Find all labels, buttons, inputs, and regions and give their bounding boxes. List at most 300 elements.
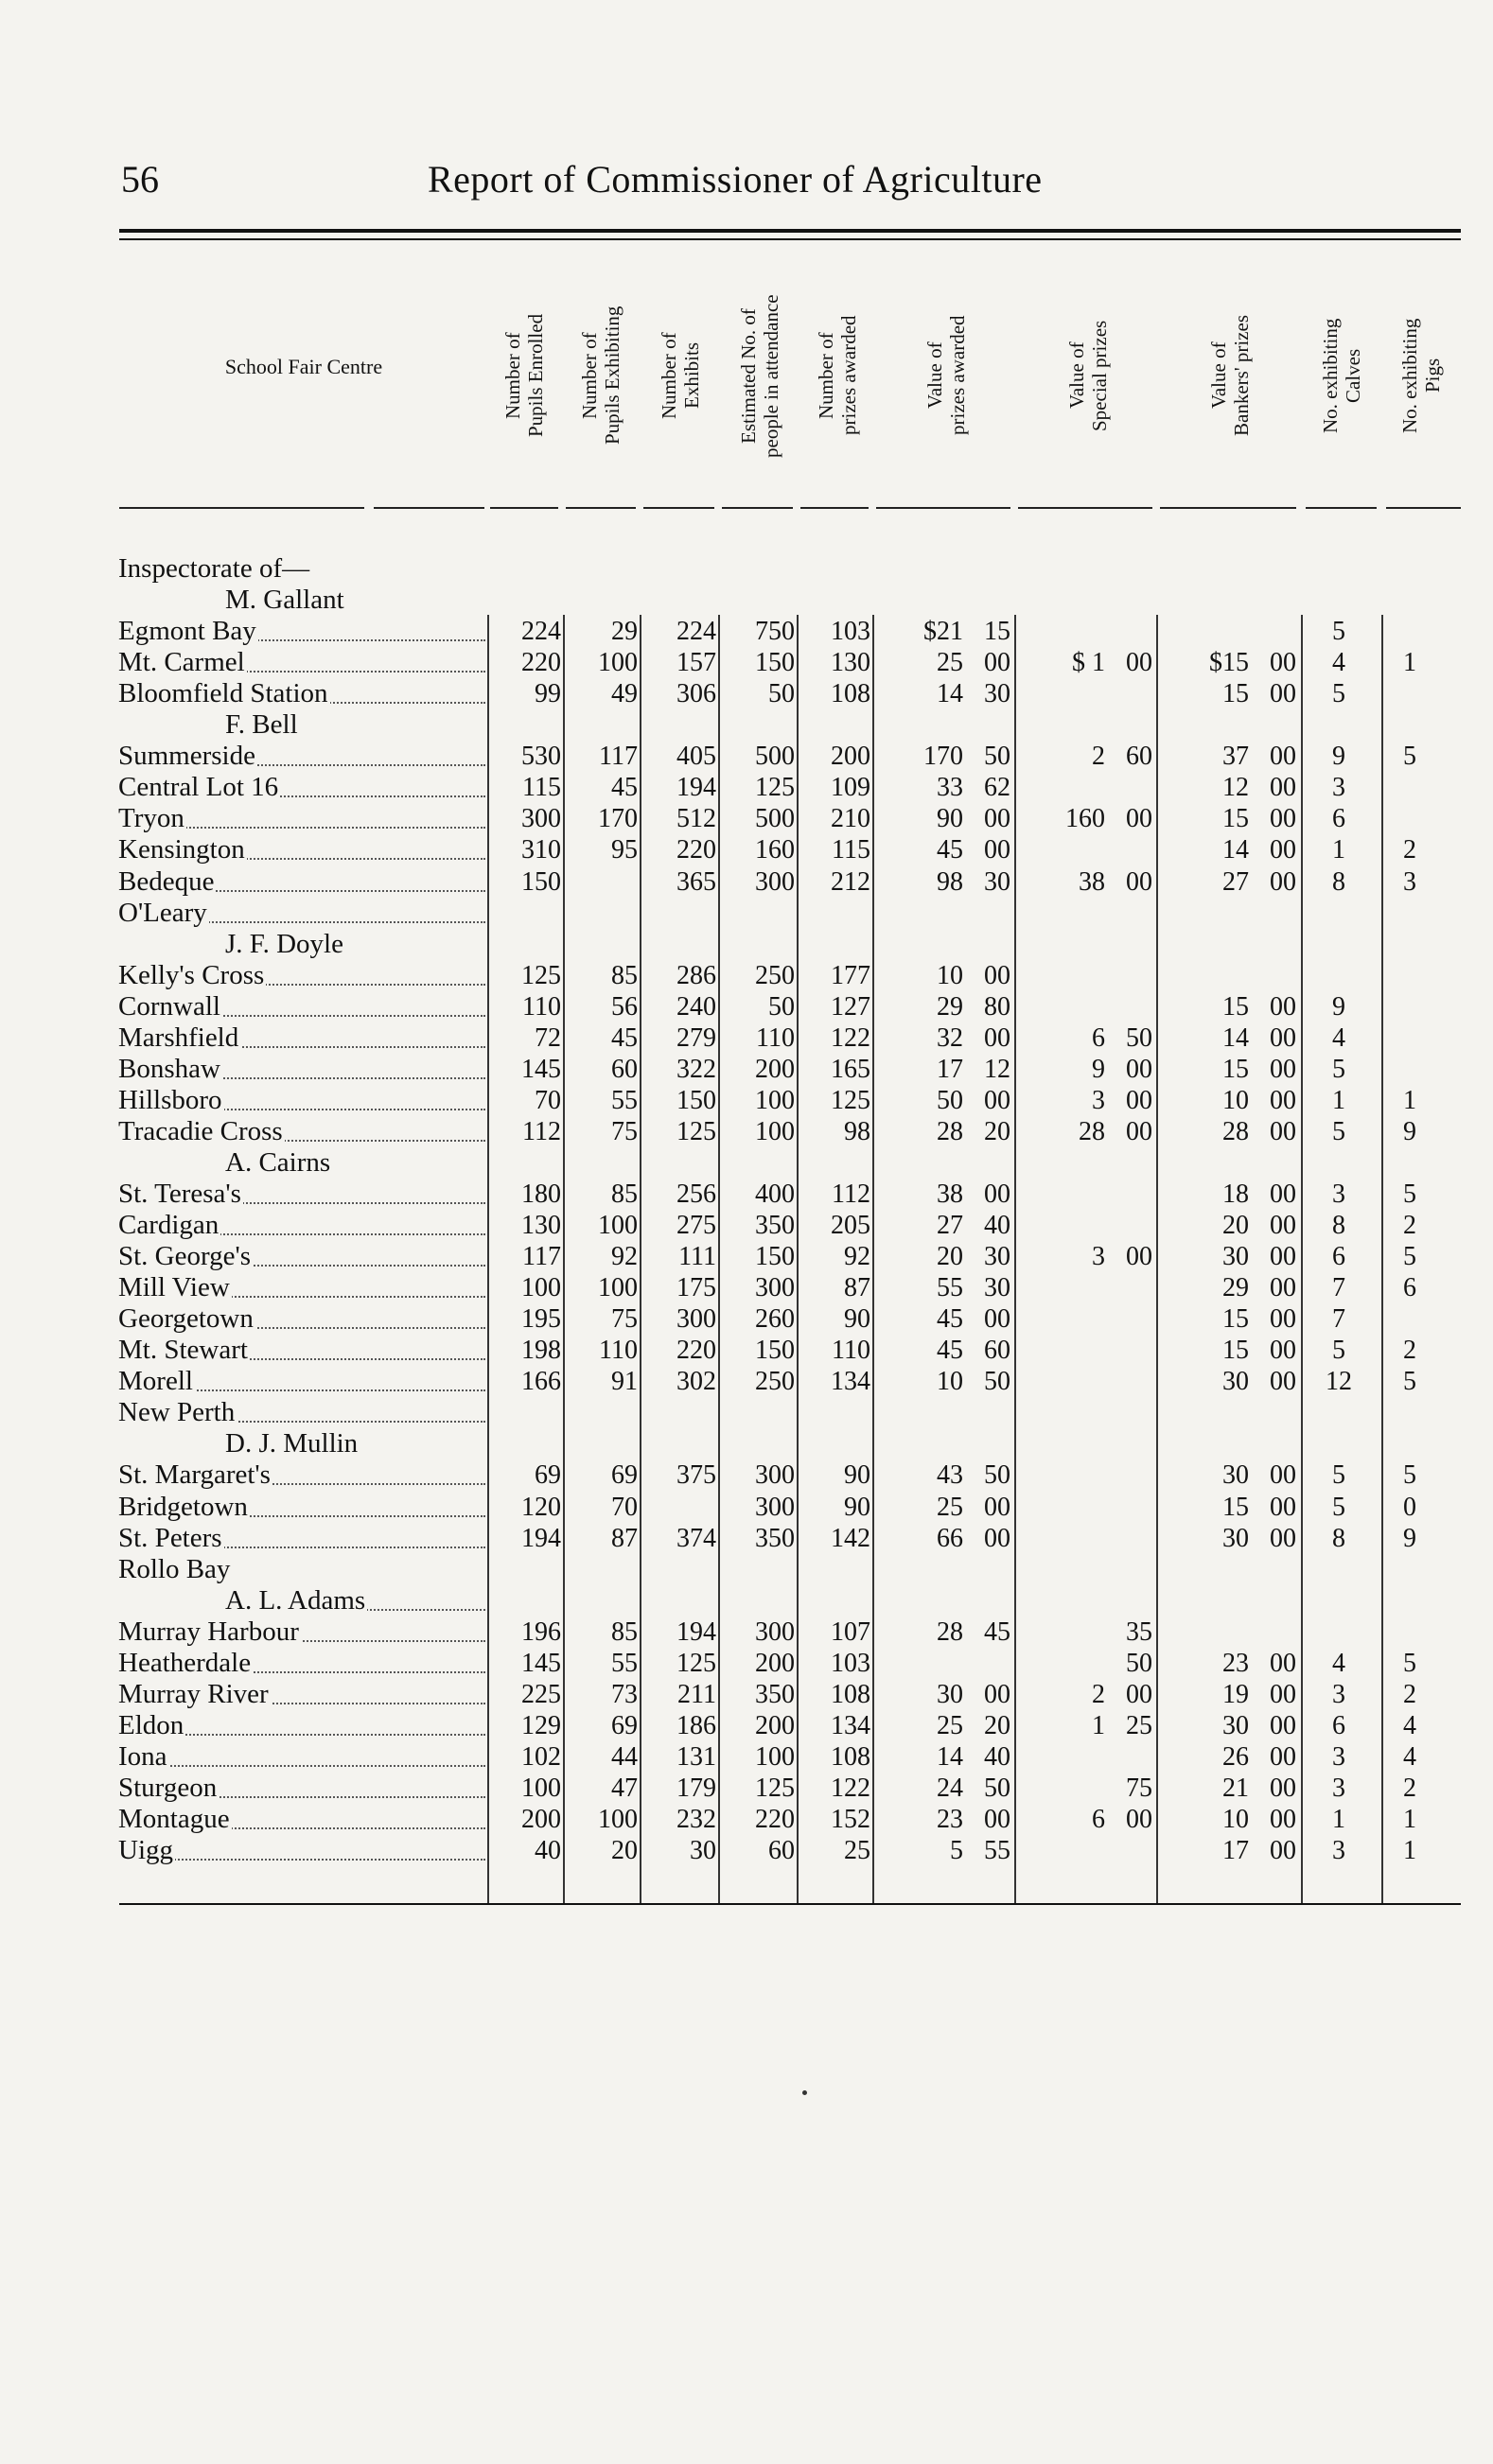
cell-attendance: 60	[768, 1836, 795, 1865]
cell-value-dollars: 25	[937, 648, 963, 677]
cell-calves: 5	[1332, 1460, 1345, 1490]
cell-value-cents: 50	[984, 1367, 1010, 1396]
cell-exhibits: 302	[676, 1367, 716, 1396]
cell-exhibits: 211	[677, 1680, 716, 1709]
cell-value-cents: 00	[984, 1023, 1010, 1053]
cell-prizes: 87	[844, 1273, 870, 1302]
cell-prizes: 112	[832, 1180, 870, 1209]
cell-prizes: 107	[831, 1617, 870, 1647]
cell-bankers-cents: 00	[1270, 648, 1296, 677]
cell-value-dollars: 20	[937, 1242, 963, 1271]
cell-value-cents: 60	[984, 1336, 1010, 1365]
cell-enrolled: 145	[521, 1649, 561, 1678]
centre-name: Tracadie Cross	[118, 1116, 485, 1147]
cell-calves: 8	[1332, 1524, 1345, 1553]
cell-exhibits	[645, 898, 716, 929]
column-header-prizes: Number of prizes awarded	[815, 315, 860, 436]
cell-special-dollars	[1020, 1648, 1105, 1679]
cell-value-cents: 15	[984, 617, 1010, 646]
cell-value-cents: 40	[984, 1742, 1010, 1772]
column-divider	[1381, 615, 1383, 1903]
cell-value-dollars: 25	[937, 1711, 963, 1740]
cell-bankers-dollars: 29	[1222, 1273, 1249, 1302]
centre-name: Morell	[118, 1366, 485, 1397]
cell-exhibiting: 117	[599, 742, 638, 771]
cell-calves	[1315, 1616, 1362, 1648]
cell-value-cents: 55	[984, 1836, 1010, 1865]
cell-value-dollars: 66	[937, 1524, 963, 1553]
cell-value-cents: 00	[984, 1180, 1010, 1209]
cell-pigs: 5	[1403, 1180, 1416, 1209]
header-underline	[876, 507, 1010, 509]
centre-name: Cornwall	[118, 991, 485, 1022]
cell-exhibiting	[567, 898, 638, 929]
cell-special-cents: 50	[1126, 1023, 1152, 1053]
cell-value-dollars: 30	[937, 1680, 963, 1709]
cell-value-cents: 00	[984, 1493, 1010, 1522]
cell-value-cents: 50	[984, 1774, 1010, 1803]
cell-exhibits	[645, 1397, 716, 1428]
cell-value-dollars: 32	[937, 1023, 963, 1053]
cell-attendance: 50	[768, 992, 795, 1022]
cell-value-cents	[969, 1648, 1010, 1679]
cell-prizes: 110	[832, 1336, 870, 1365]
cell-enrolled: 102	[521, 1742, 561, 1772]
cell-exhibits: 275	[676, 1211, 716, 1240]
cell-bankers-cents: 00	[1270, 1086, 1296, 1115]
header-underline	[119, 507, 364, 509]
cell-pigs: 1	[1403, 648, 1416, 677]
cell-exhibits: 30	[690, 1836, 716, 1865]
cell-bankers-dollars: 30	[1222, 1524, 1249, 1553]
cell-special-cents	[1111, 1272, 1152, 1303]
cell-bankers-dollars: 15	[1222, 679, 1249, 708]
column-divider	[1301, 615, 1303, 1903]
cell-exhibits: 150	[676, 1086, 716, 1115]
cell-exhibiting: 100	[598, 648, 638, 677]
cell-value-cents: 20	[984, 1117, 1010, 1146]
cell-calves: 9	[1332, 992, 1345, 1022]
cell-value-cents: 50	[984, 1460, 1010, 1490]
cell-bankers-cents	[1255, 960, 1296, 991]
cell-attendance: 220	[755, 1805, 795, 1834]
cell-prizes: 130	[831, 648, 870, 677]
cell-value-cents: 20	[984, 1711, 1010, 1740]
cell-exhibiting: 85	[611, 961, 638, 990]
cell-value-cents: 30	[984, 679, 1010, 708]
cell-calves: 5	[1332, 1493, 1345, 1522]
cell-attendance: 300	[755, 1273, 795, 1302]
column-divider	[640, 615, 641, 1903]
cell-attendance: 150	[755, 648, 795, 677]
cell-special-cents	[1111, 1459, 1152, 1491]
cell-attendance: 200	[755, 1649, 795, 1678]
cell-value-dollars: 10	[937, 961, 963, 990]
column-header-enrolled: Number of Pupils Enrolled	[501, 313, 547, 438]
cell-bankers-dollars: 12	[1222, 773, 1249, 802]
cell-calves: 3	[1332, 1836, 1345, 1865]
cell-bankers-cents	[1255, 1397, 1296, 1428]
cell-exhibits: 240	[676, 992, 716, 1022]
cell-bankers-dollars: 15	[1222, 992, 1249, 1022]
centre-name: Cardigan	[118, 1210, 485, 1241]
cell-pigs: 2	[1403, 1336, 1416, 1365]
cell-bankers-cents: 00	[1270, 1524, 1296, 1553]
cell-bankers-dollars: 30	[1222, 1367, 1249, 1396]
cell-enrolled: 195	[521, 1304, 561, 1334]
cell-attendance: 150	[755, 1242, 795, 1271]
cell-bankers-cents: 00	[1270, 1180, 1296, 1209]
cell-prizes: 200	[831, 742, 870, 771]
cell-exhibiting: 44	[611, 1742, 638, 1772]
cell-special-dollars	[1020, 1335, 1105, 1366]
cell-enrolled: 69	[535, 1460, 561, 1490]
cell-bankers-cents: 00	[1270, 1805, 1296, 1834]
cell-special-dollars	[1020, 1492, 1105, 1523]
cell-calves: 4	[1332, 1023, 1345, 1053]
cell-value-cents: 00	[984, 804, 1010, 833]
cell-bankers-dollars: 30	[1222, 1242, 1249, 1271]
cell-pigs	[1386, 898, 1433, 929]
cell-value-cents: 50	[984, 742, 1010, 771]
cell-special-cents	[1111, 991, 1152, 1022]
cell-enrolled: 112	[522, 1117, 561, 1146]
cell-exhibits: 374	[676, 1524, 716, 1553]
cell-prizes: 109	[831, 773, 870, 802]
cell-prizes: 210	[831, 804, 870, 833]
cell-enrolled	[490, 898, 561, 929]
centre-name: Iona	[118, 1741, 485, 1773]
header-underline	[490, 507, 558, 509]
cell-value-dollars	[878, 1648, 963, 1679]
cell-bankers-dollars: 30	[1222, 1711, 1249, 1740]
cell-value-dollars: 45	[937, 835, 963, 865]
centre-name: Marshfield	[118, 1022, 485, 1054]
cell-attendance: 125	[755, 1774, 795, 1803]
cell-calves: 7	[1332, 1273, 1345, 1302]
cell-attendance: 110	[756, 1023, 795, 1053]
cell-special-cents	[1111, 1335, 1152, 1366]
cell-enrolled: 224	[521, 617, 561, 646]
cell-prizes: 90	[844, 1460, 870, 1490]
centre-name: St. George's	[118, 1241, 485, 1272]
cell-special-dollars: 2	[1092, 742, 1105, 771]
cell-pigs: 0	[1403, 1493, 1416, 1522]
cell-bankers-dollars: 15	[1222, 1304, 1249, 1334]
cell-attendance: 100	[755, 1742, 795, 1772]
cell-prizes: 152	[831, 1805, 870, 1834]
cell-calves: 5	[1332, 1117, 1345, 1146]
cell-exhibiting: 87	[611, 1524, 638, 1553]
cell-calves: 8	[1332, 867, 1345, 897]
page-number: 56	[121, 158, 159, 201]
cell-prizes: 103	[831, 1649, 870, 1678]
cell-value-cents	[969, 898, 1010, 929]
cell-exhibits: 186	[676, 1711, 716, 1740]
cell-exhibits: 256	[676, 1180, 716, 1209]
header-underline	[1160, 507, 1296, 509]
header-underline	[722, 507, 793, 509]
cell-special-dollars	[1020, 1459, 1105, 1491]
cell-value-dollars: 170	[923, 742, 963, 771]
centre-name: Kelly's Cross	[118, 960, 485, 991]
cell-exhibits: 224	[676, 617, 716, 646]
cell-calves: 12	[1326, 1367, 1352, 1396]
cell-prizes: 92	[844, 1242, 870, 1271]
cell-bankers-dollars: 27	[1222, 867, 1249, 897]
cell-special-cents: 00	[1126, 648, 1152, 677]
cell-pigs: 3	[1403, 867, 1416, 897]
cell-special-dollars: 6	[1092, 1805, 1105, 1834]
cell-value-dollars	[878, 898, 963, 929]
cell-pigs: 2	[1403, 835, 1416, 865]
cell-value-dollars: 43	[937, 1460, 963, 1490]
cell-bankers-cents: 00	[1270, 804, 1296, 833]
cell-exhibits: 157	[676, 648, 716, 677]
cell-pigs: 5	[1403, 1649, 1416, 1678]
cell-exhibits: 405	[676, 742, 716, 771]
cell-attendance: 100	[755, 1086, 795, 1115]
cell-attendance: 300	[755, 1460, 795, 1490]
column-divider	[487, 615, 489, 1903]
header-underline	[1018, 507, 1152, 509]
cell-value-cents: 80	[984, 992, 1010, 1022]
cell-enrolled: 117	[522, 1242, 561, 1271]
cell-value-dollars: 29	[937, 992, 963, 1022]
table-bottom-rule	[119, 1903, 1461, 1905]
cell-exhibiting: 20	[611, 1836, 638, 1865]
cell-value-cents: 12	[984, 1055, 1010, 1084]
cell-exhibiting: 100	[598, 1273, 638, 1302]
cell-special-dollars	[1020, 960, 1105, 991]
cell-prizes: 103	[831, 617, 870, 646]
cell-pigs: 1	[1403, 1086, 1416, 1115]
column-header-bankers: Value of Bankers' prizes	[1207, 315, 1253, 436]
cell-exhibits: 279	[676, 1023, 716, 1053]
cell-bankers-dollars: 21	[1222, 1774, 1249, 1803]
cell-special-cents: 00	[1126, 1086, 1152, 1115]
cell-value-dollars: 33	[937, 773, 963, 802]
cell-prizes	[799, 1397, 870, 1428]
cell-exhibiting: 55	[611, 1649, 638, 1678]
cell-special-dollars: 3	[1092, 1242, 1105, 1271]
cell-pigs	[1386, 616, 1433, 647]
cell-bankers-cents: 00	[1270, 1211, 1296, 1240]
cell-special-cents	[1111, 678, 1152, 709]
cell-bankers-dollars: 23	[1222, 1649, 1249, 1678]
centre-name: St. Peters	[118, 1523, 485, 1554]
cell-prizes: 127	[831, 992, 870, 1022]
cell-special-dollars	[1020, 678, 1105, 709]
column-header-pigs: No. exhibiting Pigs	[1398, 318, 1444, 433]
cell-value-dollars: 24	[937, 1774, 963, 1803]
cell-bankers-dollars: 15	[1222, 1493, 1249, 1522]
cell-enrolled: 100	[521, 1273, 561, 1302]
centre-name: Bonshaw	[118, 1054, 485, 1085]
cell-enrolled: 166	[521, 1367, 561, 1396]
cell-value-dollars: 90	[937, 804, 963, 833]
cell-bankers-cents: 00	[1270, 773, 1296, 802]
cell-attendance: 500	[755, 804, 795, 833]
cell-pigs	[1386, 1397, 1433, 1428]
cell-value-cents: 00	[984, 1680, 1010, 1709]
cell-bankers-cents: 00	[1270, 679, 1296, 708]
cell-pigs: 5	[1403, 1242, 1416, 1271]
cell-enrolled: 194	[521, 1524, 561, 1553]
cell-exhibiting	[567, 1397, 638, 1428]
centre-name: Mt. Stewart	[118, 1335, 485, 1366]
cell-exhibits: 232	[676, 1805, 716, 1834]
cell-prizes: 134	[831, 1711, 870, 1740]
cell-attendance: 250	[755, 961, 795, 990]
cell-bankers-dollars: 10	[1222, 1086, 1249, 1115]
cell-value-dollars: 45	[937, 1336, 963, 1365]
cell-value-dollars: 98	[937, 867, 963, 897]
cell-attendance: 250	[755, 1367, 795, 1396]
cell-exhibiting: 60	[611, 1055, 638, 1084]
cell-special-dollars	[1020, 1210, 1105, 1241]
cell-enrolled: 200	[521, 1805, 561, 1834]
cell-exhibiting: 70	[611, 1493, 638, 1522]
cell-special-cents: 25	[1126, 1711, 1152, 1740]
centre-name: Mill View	[118, 1272, 485, 1303]
cell-pigs: 1	[1403, 1805, 1416, 1834]
cell-enrolled: 72	[535, 1023, 561, 1053]
cell-special-dollars: 28	[1079, 1117, 1105, 1146]
cell-bankers-dollars: 26	[1222, 1742, 1249, 1772]
cell-exhibits: 286	[676, 961, 716, 990]
cell-special-dollars	[1020, 1773, 1105, 1804]
centre-name: Mt. Carmel	[118, 647, 485, 678]
cell-calves: 5	[1332, 679, 1345, 708]
cell-attendance: 300	[755, 1493, 795, 1522]
cell-calves: 9	[1332, 742, 1345, 771]
cell-attendance: 350	[755, 1524, 795, 1553]
cell-pigs	[1386, 991, 1433, 1022]
cell-bankers-cents: 00	[1270, 1460, 1296, 1490]
cell-enrolled: 145	[521, 1055, 561, 1084]
cell-bankers-cents: 00	[1270, 742, 1296, 771]
cell-calves: 8	[1332, 1211, 1345, 1240]
cell-special-dollars	[1020, 834, 1105, 865]
cell-special-dollars	[1020, 1397, 1105, 1428]
cell-attendance: 350	[755, 1211, 795, 1240]
cell-prizes: 142	[831, 1524, 870, 1553]
cell-special-cents: 00	[1126, 1055, 1152, 1084]
cell-attendance: 300	[755, 1617, 795, 1647]
cell-special-cents: 35	[1126, 1617, 1152, 1647]
cell-exhibiting: 75	[611, 1117, 638, 1146]
paper-speck	[802, 2090, 807, 2095]
cell-exhibits: 365	[676, 867, 716, 897]
cell-enrolled: 100	[521, 1774, 561, 1803]
centre-name: New Perth	[118, 1397, 485, 1428]
cell-attendance	[724, 1397, 795, 1428]
cell-special-dollars: 2	[1092, 1680, 1105, 1709]
cell-attendance: 200	[755, 1711, 795, 1740]
cell-attendance: 400	[755, 1180, 795, 1209]
column-header-value: Value of prizes awarded	[923, 315, 969, 436]
cell-bankers-cents: 00	[1270, 1023, 1296, 1053]
cell-special-dollars	[1020, 616, 1105, 647]
centre-name: Sturgeon	[118, 1773, 485, 1804]
header-underline	[1386, 507, 1461, 509]
cell-calves	[1315, 960, 1362, 991]
cell-value-cents: 00	[984, 1524, 1010, 1553]
cell-exhibiting: 75	[611, 1304, 638, 1334]
cell-exhibits: 194	[676, 1617, 716, 1647]
cell-prizes: 125	[831, 1086, 870, 1115]
cell-prizes: 205	[831, 1211, 870, 1240]
cell-prizes: 122	[831, 1774, 870, 1803]
cell-attendance: 300	[755, 867, 795, 897]
cell-special-cents: 00	[1126, 1680, 1152, 1709]
column-divider	[872, 615, 874, 1903]
cell-value-dollars: 28	[937, 1617, 963, 1647]
cell-enrolled	[490, 1397, 561, 1428]
cell-bankers-cents	[1255, 616, 1296, 647]
cell-exhibits: 512	[676, 804, 716, 833]
cell-bankers-cents: 00	[1270, 835, 1296, 865]
cell-bankers-cents: 00	[1270, 1836, 1296, 1865]
cell-calves: 4	[1332, 648, 1345, 677]
cell-bankers-dollars: 28	[1222, 1117, 1249, 1146]
centre-name: Hillsboro	[118, 1085, 485, 1116]
cell-exhibiting: 45	[611, 1023, 638, 1053]
cell-pigs	[1386, 1303, 1433, 1335]
cell-exhibiting: 47	[611, 1774, 638, 1803]
cell-bankers-cents: 00	[1270, 1117, 1296, 1146]
cell-prizes: 98	[844, 1117, 870, 1146]
cell-calves: 3	[1332, 1680, 1345, 1709]
cell-prizes	[799, 898, 870, 929]
cell-bankers-cents	[1255, 898, 1296, 929]
column-divider	[1014, 615, 1016, 1903]
cell-value-cents: 00	[984, 835, 1010, 865]
cell-special-cents	[1111, 772, 1152, 803]
cell-bankers-dollars	[1164, 898, 1249, 929]
column-header-calves: No. exhibiting Calves	[1319, 318, 1364, 433]
cell-enrolled: 530	[521, 742, 561, 771]
cell-calves: 7	[1332, 1304, 1345, 1334]
cell-special-cents: 60	[1126, 742, 1152, 771]
cell-value-dollars: 25	[937, 1493, 963, 1522]
cell-special-cents	[1111, 1210, 1152, 1241]
cell-exhibits: 179	[676, 1774, 716, 1803]
cell-special-cents	[1111, 1179, 1152, 1210]
cell-special-dollars: 1	[1092, 1711, 1105, 1740]
cell-special-cents	[1111, 898, 1152, 929]
cell-pigs	[1386, 803, 1433, 834]
column-header-special: Value of Special prizes	[1065, 320, 1111, 431]
centre-name: Egmont Bay	[118, 616, 485, 647]
cell-value-cents: 00	[984, 961, 1010, 990]
cell-bankers-cents: 00	[1270, 1336, 1296, 1365]
cell-bankers-cents: 00	[1270, 1273, 1296, 1302]
cell-exhibiting	[567, 866, 638, 898]
cell-enrolled: 129	[521, 1711, 561, 1740]
cell-bankers-cents: 00	[1270, 1680, 1296, 1709]
cell-calves: 3	[1332, 1742, 1345, 1772]
cell-special-cents: 00	[1126, 1117, 1152, 1146]
centre-name: Kensington	[118, 834, 485, 865]
cell-prizes: 90	[844, 1304, 870, 1334]
cell-value-dollars: 55	[937, 1273, 963, 1302]
cell-exhibits: 194	[676, 773, 716, 802]
cell-enrolled: 198	[521, 1336, 561, 1365]
cell-exhibits: 131	[676, 1742, 716, 1772]
cell-exhibiting: 69	[611, 1460, 638, 1490]
